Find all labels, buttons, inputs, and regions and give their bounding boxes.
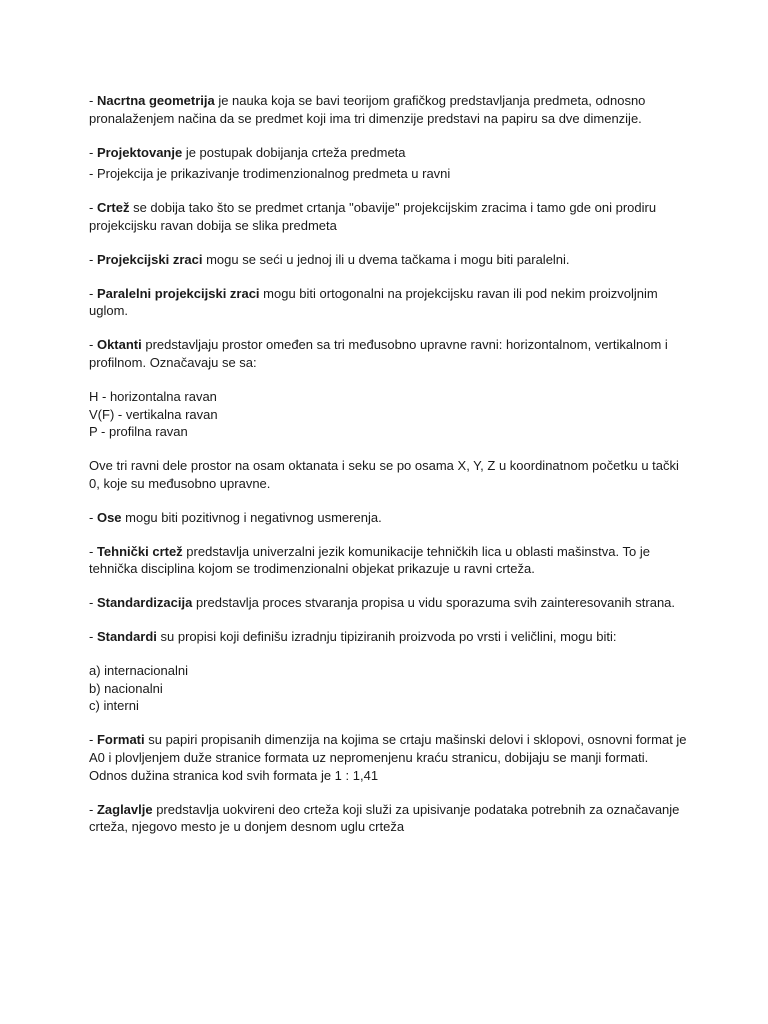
definition-projektovanje: - Projektovanje je postupak dobijanja crteža predmeta xyxy=(89,144,406,160)
list-item: b) nacionalni xyxy=(89,680,163,696)
definition-projekcijski-zraci: - Projekcijski zraci mogu se seći u jednoj ili u dvema tačkama i mogu biti paralelni. xyxy=(89,251,570,267)
standards-list xyxy=(89,662,689,715)
term: Zaglavlje xyxy=(96,801,153,817)
definition-paralelni-zraci: - Paralelni projekcijski zraci mogu biti ortogonalni na projekcijsku ravan ili pod nekim proizvoljnim uglom. xyxy=(89,285,658,319)
definition-projekcija: - Projekcija je prikazivanje trodimenzionalnog predmeta u ravni xyxy=(89,166,451,182)
term: Formati xyxy=(96,732,145,748)
term: Tehnički crtež xyxy=(96,543,183,559)
definition-zaglavlje: - Zaglavlje predstavlja uokvireni deo crteža koji služi za upisivanje podataka potrebnih za označavanje crteža, njegovo mesto je u donjem desnom uglu crteža xyxy=(89,801,680,835)
list-item: H - horizontalna ravan xyxy=(89,388,217,404)
term: Crtež xyxy=(96,200,130,216)
planes-list xyxy=(89,388,689,441)
definition-standardizacija: - Standardizacija predstavlja proces stvaranja propisa u vidu sporazuma svih zainteresovanih strana. xyxy=(89,595,676,611)
definition-formati: - Formati su papiri propisanih dimenzija na kojima se crtaju mašinski delovi i sklopovi, osnovni format je A0 i plovljenjem duže stranice formata uz nepromenjenu kraću stranicu, dobijaju se manji formati. Odnos dužina stranica kod svih formata je 1 : 1,41 xyxy=(89,732,687,783)
term: Projektovanje xyxy=(96,144,183,160)
term: Nacrtna geometrija xyxy=(96,93,215,108)
definition-crtez: - Crtež se dobija tako što se predmet crtanja "obavije" projekcijskim zracima i tamo gde oni prodiru projekcijsku ravan dobija se slika predmeta xyxy=(89,200,657,233)
definition-nacrtna-geometrija: - Nacrtna geometrija je nauka koja se bavi teorijom grafičkog predstavljanja predmeta, odnosno pronalaženjem načina da se predmet koji ima tri dimenzije predstavi na papiru sa dve dimenzije. xyxy=(89,93,646,126)
definition-oktanti: - Oktanti predstavljaju prostor omeđen sa tri međusobno upravne ravni: horizontalnom, vertikalnom i profilnom. Označavaju se sa: xyxy=(89,337,668,370)
term: Standardi xyxy=(96,628,157,644)
definition-ose: - Ose mogu biti pozitivnog i negativnog usmerenja. xyxy=(89,509,382,525)
list-item: P - profilna ravan xyxy=(89,424,188,440)
term: Standardizacija xyxy=(96,595,193,611)
term: Paralelni projekcijski zraci xyxy=(96,285,260,301)
list-item: c) interni xyxy=(89,698,139,714)
list-item: a) internacionalni xyxy=(89,662,189,678)
term: Ose xyxy=(96,509,122,525)
document-page xyxy=(89,92,689,852)
list-item: V(F) - vertikalna ravan xyxy=(89,406,218,422)
definition-standardi: - Standardi su propisi koji definišu izradnju tipiziranih proizvoda po vrsti i veličlini, mogu biti: xyxy=(89,628,617,644)
octants-description: Ove tri ravni dele prostor na osam oktanata i seku se po osama X, Y, Z u koordinatnom početku u tački 0, koje su međusobno upravne. xyxy=(89,458,679,491)
term: Oktanti xyxy=(96,337,142,353)
definition-tehnicki-crtez: - Tehnički crtež predstavlja univerzalni jezik komunikacije tehničkih lica u oblasti mašinstva. To je tehnička disciplina kojom se trodimenzionalni objekat prikazuje u ravni crteža. xyxy=(89,543,650,577)
term: Projekcijski zraci xyxy=(96,251,203,267)
